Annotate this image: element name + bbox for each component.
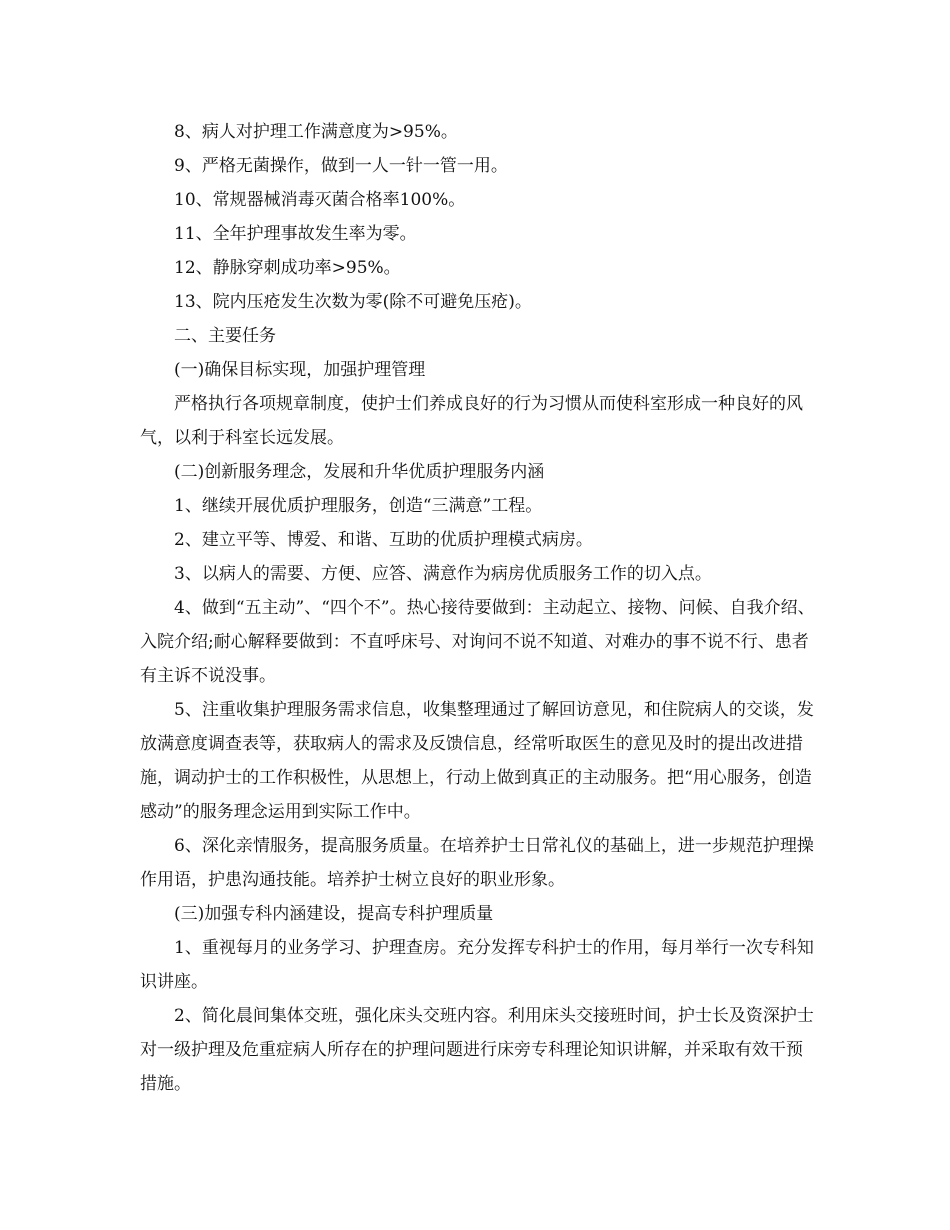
goal-8: 8、病人对护理工作满意度为>95%。 (174, 122, 458, 142)
goal-11: 11、全年护理事故发生率为零。 (174, 224, 417, 244)
service-item-3: 3、以病人的需要、方便、应答、满意作为病房优质服务工作的切入点。 (174, 564, 712, 584)
service-item-4: 4、做到“五主动”、“四个不”。热心接待要做到：主动起立、接物、问候、自我介绍、入院介绍;耐心解释要做到：不直呼床号、对询问不说不知道、对难办的事不说不行、患者有主诉不说没事。 (140, 598, 815, 686)
goal-9: 9、严格无菌操作，做到一人一针一管一用。 (174, 156, 508, 176)
service-item-5: 5、注重收集护理服务需求信息，收集整理通过了解回访意见，和住院病人的交谈，发放满意度调查表等，获取病人的需求及反馈信息，经常听取医生的意见及时的提出改进措施，调动护士的工作积极性，从思想上，行动上做到真正的主动服务。把“用心服务，创造感动”的服务理念运用到实际工作中。 (140, 700, 814, 822)
subsection-heading-1: (一)确保目标实现，加强护理管理 (174, 360, 426, 380)
service-item-1: 1、继续开展优质护理服务，创造“三满意”工程。 (174, 496, 543, 516)
subsection-heading-3: (三)加强专科内涵建设，提高专科护理质量 (174, 904, 494, 924)
specialty-item-1: 1、重视每月的业务学习、护理查房。充分发挥专科护士的作用，每月举行一次专科知识讲座。 (140, 938, 814, 992)
goal-13: 13、院内压疮发生次数为零(除不可避免压疮)。 (174, 292, 532, 312)
goal-12: 12、静脉穿刺成功率>95%。 (174, 258, 401, 278)
specialty-item-2: 2、简化晨间集体交班，强化床头交班内容。利用床头交接班时间，护士长及资深护士对一级护理及危重症病人所存在的护理问题进行床旁专科理论知识讲解，并采取有效干预措施。 (140, 1006, 814, 1094)
subsection-heading-2: (二)创新服务理念，发展和升华优质护理服务内涵 (174, 462, 545, 482)
service-item-6: 6、深化亲情服务，提高服务质量。在培养护士日常礼仪的基础上，进一步规范护理操作用语，护患沟通技能。培养护士树立良好的职业形象。 (140, 836, 814, 890)
service-item-2: 2、建立平等、博爱、和谐、互助的优质护理模式病房。 (174, 530, 593, 550)
paragraph-regulations: 严格执行各项规章制度，使护士们养成良好的行为习惯从而使科室形成一种良好的风气，以利于科室长远发展。 (140, 394, 803, 448)
section-heading-main-tasks: 二、主要任务 (174, 326, 276, 346)
goal-10: 10、常规器械消毒灭菌合格率100%。 (174, 190, 466, 210)
